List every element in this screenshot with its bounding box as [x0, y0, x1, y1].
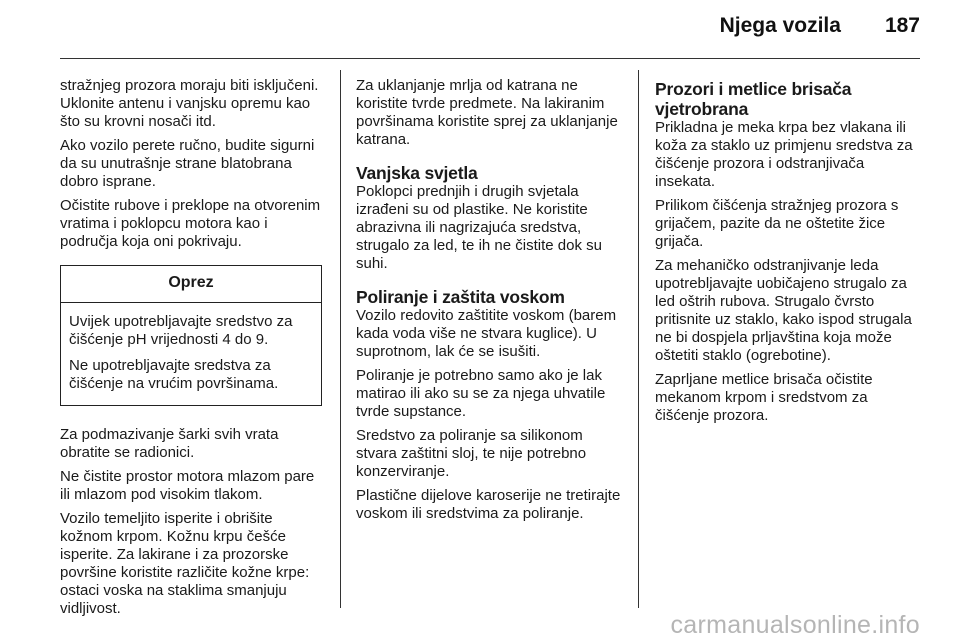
section-heading-polishing: Poliranje i zaštita voskom	[356, 287, 565, 307]
paragraph: Ako vozilo perete ručno, budite sigurni da su unutrašnje strane blatobrana dobro isprane.	[60, 137, 315, 190]
caution-box	[60, 265, 322, 406]
section-heading-exterior-lights: Vanjska svjetla	[356, 163, 478, 183]
column-2	[356, 77, 624, 529]
caution-paragraph: Ne upotrebljavajte sredstva za čišćenje na vrućim površinama.	[69, 357, 279, 392]
header-rule	[60, 58, 920, 59]
paragraph: Za uklanjanje mrlja od katrana ne koristite tvrde predmete. Na lakiranim površinama koristite sprej za uklanjanje katrana.	[356, 77, 618, 148]
paragraph: Poliranje je potrebno samo ako je lak matirao ili ako su se za njega uhvatile tvrde supstance.	[356, 367, 606, 420]
paragraph: Očistite rubove i preklope na otvorenim vratima i poklopcu motora kao i područja koja oni pokrivaju.	[60, 197, 321, 250]
column-1	[60, 77, 322, 624]
paragraph: Sredstvo za poliranje sa silikonom stvara zaštitni sloj, te nije potrebno konzerviranje.	[356, 427, 587, 480]
paragraph: Vozilo redovito zaštitite voskom (barem kada voda više ne stvara kuglice). U suprotnom, lak će se isušiti.	[356, 307, 617, 360]
paragraph: Zaprljane metlice brisača očistite mekanom krpom i sredstvom za čišćenje prozora.	[655, 371, 873, 424]
page-header	[720, 14, 920, 38]
column-3	[655, 77, 923, 431]
section-heading-windows-wipers: Prozori i metlice brisača vjetrobrana	[655, 79, 852, 119]
column-divider-1	[340, 70, 341, 608]
paragraph: stražnjeg prozora moraju biti isključeni. Uklonite antenu i vanjsku opremu kao što su krovni nosači itd.	[60, 77, 319, 130]
paragraph: Ne čistite prostor motora mlazom pare ili mlazom pod visokim tlakom.	[60, 468, 315, 503]
paragraph: Za podmazivanje šarki svih vrata obratite se radionici.	[60, 426, 279, 461]
section-title: Njega vozila	[719, 14, 841, 37]
caution-body	[61, 303, 321, 405]
paragraph: Prilikom čišćenja stražnjeg prozora s grijačem, pazite da ne oštetite žice grijača.	[655, 197, 899, 250]
caution-paragraph: Uvijek upotrebljavajte sredstvo za čišćenje pH vrijednosti 4 do 9.	[69, 313, 293, 348]
paragraph: Plastične dijelove karoserije ne tretirajte voskom ili sredstvima za poliranje.	[356, 487, 621, 522]
paragraph: Poklopci prednjih i drugih svjetala izrađeni su od plastike. Ne koristite abrazivna ili nagrizajuća sredstva, strugalo za led, te ih ne čistite dok su suhi.	[356, 183, 602, 272]
paragraph: Prikladna je meka krpa bez vlakana ili koža za staklo uz primjenu sredstva za čišćenje prozora i odstranjivača insekata.	[655, 119, 913, 190]
page-number: 187	[884, 14, 920, 37]
caution-title: Oprez	[61, 266, 321, 303]
paragraph: Za mehaničko odstranjivanje leda upotrebljavajte uobičajeno strugalo za led oštrih rubova. Strugalo čvrsto pritisnite uz staklo, kako ispod strugala ne bi dospjela prljavština koja može oštetiti staklo (ogrebotine).	[655, 257, 912, 364]
paragraph: Vozilo temeljito isperite i obrišite kožnom krpom. Kožnu krpu češće isperite. Za lakirane i za prozorske površine koristite različite kožne krpe: ostaci voska na staklima smanjuju vidljivost.	[60, 510, 310, 617]
column-divider-2	[638, 70, 639, 608]
watermark: carmanualsonline.info	[670, 611, 920, 639]
